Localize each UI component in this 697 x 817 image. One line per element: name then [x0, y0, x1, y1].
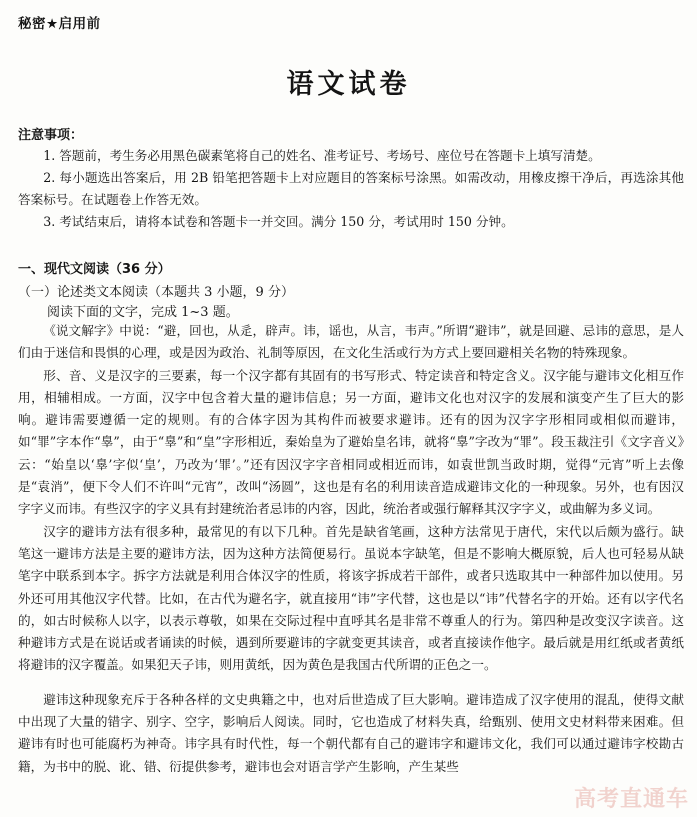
reading-passage	[18, 320, 684, 778]
notice-item: 3. 考试结束后，请将本试卷和答题卡一并交回。满分 150 分，考试用时 150 分钟。	[43, 214, 514, 229]
confidential-label: 秘密★启用前	[18, 16, 101, 32]
passage-paragraph: 避讳这种现象充斥于各种各样的文史典籍之中，也对后世造成了巨大影响。避讳造成了汉字使用的混乱，使得文献中出现了大量的错字、别字、空字，影响后人阅读。同时，它也造成了材料失真，给甄别、使用文史材料带来困难。但避讳有时也可能腐朽为神奇。讳字具有时代性，每一个朝代都有自己的避讳字和避讳文化，我们可以通过避讳字校勘古籍，为书中的脱、讹、错、衍提供参考，避讳也会对语言学产生影响，产生某些	[18, 691, 684, 774]
notice-item: 1. 答题前，考生务必用黑色碳素笔将自己的姓名、准考证号、考场号、座位号在答题卡上填写清楚。	[43, 148, 601, 163]
watermark: 高考直通车	[573, 787, 689, 812]
reading-instruction: 阅读下面的文字，完成 1~3 题。	[47, 305, 239, 320]
notice-item: 2. 每小题选出答案后，用 2B 铅笔把答题卡上对应题目的答案标号涂黑。如需改动，用橡皮擦干净后，再选涂其他答案标号。在试题卷上作答无效。	[18, 170, 684, 207]
page-title: 语文试卷	[286, 69, 411, 100]
notice-heading: 注意事项：	[18, 128, 84, 143]
subsection-heading: （一）论述类文本阅读（本题共 3 小题，9 分）	[18, 285, 294, 300]
passage-paragraph: 汉字的避讳方法有很多种，最常见的有以下几种。首先是缺省笔画，这种方法常见于唐代，宋代以后颇为盛行。缺笔这一避讳方法是主要的避讳方法，因为这种方法简便易行。虽说本字缺笔，但是不影响大概原貌，后人也可轻易从缺笔字中联系到本字。拆字方法就是利用合体汉字的性质，将该字拆成若干部件，或者只选取其中一种部件加以使用。另外还可用其他汉字代替。比如，在古代为避名字，就直接用“讳”字代替，这也是以“讳”代替名字的开始。还有以字代名的，如古时候称人以字，以表示尊敬，如果在交际过程中直呼其名是非常不尊重人的行为。第四种是改变汉字读音。这种避讳方式是在说话或者诵读的时候，遇到所要避讳的字就变更其读音，或者直接读作他字。最后就是用红纸或者黄纸将避讳的汉字覆盖。如果犯天子讳，则用黄纸，因为黄色是我国古代所谓的正色之一。	[18, 523, 684, 673]
passage-paragraph: 形、音、义是汉字的三要素，每一个汉字都有其固有的书写形式、特定读音和特定含义。汉字能与避讳文化相互作用，相辅相成。一方面，汉字中包含着大量的避讳信息；另一方面，避讳文化也对汉字的发展和演变产生了巨大的影响。避讳需要遵循一定的规则。有的合体字因为其构件而被要求避讳。还有的因为汉字字形相同或相似而避讳，如“罪”字本作“辠”，由于“辠”和“皇”字形相近，秦始皇为了避始皇名讳，就将“辠”字改为“罪”。段玉裁注引《文字音义》云：“始皇以‘辠’字似‘皇’，乃改为‘罪’。”还有因汉字字音相同或相近而讳，如袁世凯当政时期，觉得“元宵”听上去像是“袁消”，便下令人们不许叫“元宵”，改叫“汤圆”，这也是有名的利用读音造成避讳文化的一种现象。另外，也有因汉字字义而讳。有些汉字的字义具有封建统治者忌讳的内容，因此，统治者或强行解释其汉字字义，或曲解为多义词。	[18, 367, 684, 517]
notice-list	[18, 145, 684, 233]
passage-paragraph: 《说文解字》中说：“避，回也，从辵，辟声。讳，谣也，从言，韦声。”所谓“避讳”，就是回避、忌讳的意思，是人们由于迷信和畏惧的心理，或是因为政治、礼制等原因，在文化生活或行为方式上要回避相关名物的特殊现象。	[18, 323, 684, 361]
section-heading: 一、现代文阅读（36 分）	[18, 262, 171, 277]
